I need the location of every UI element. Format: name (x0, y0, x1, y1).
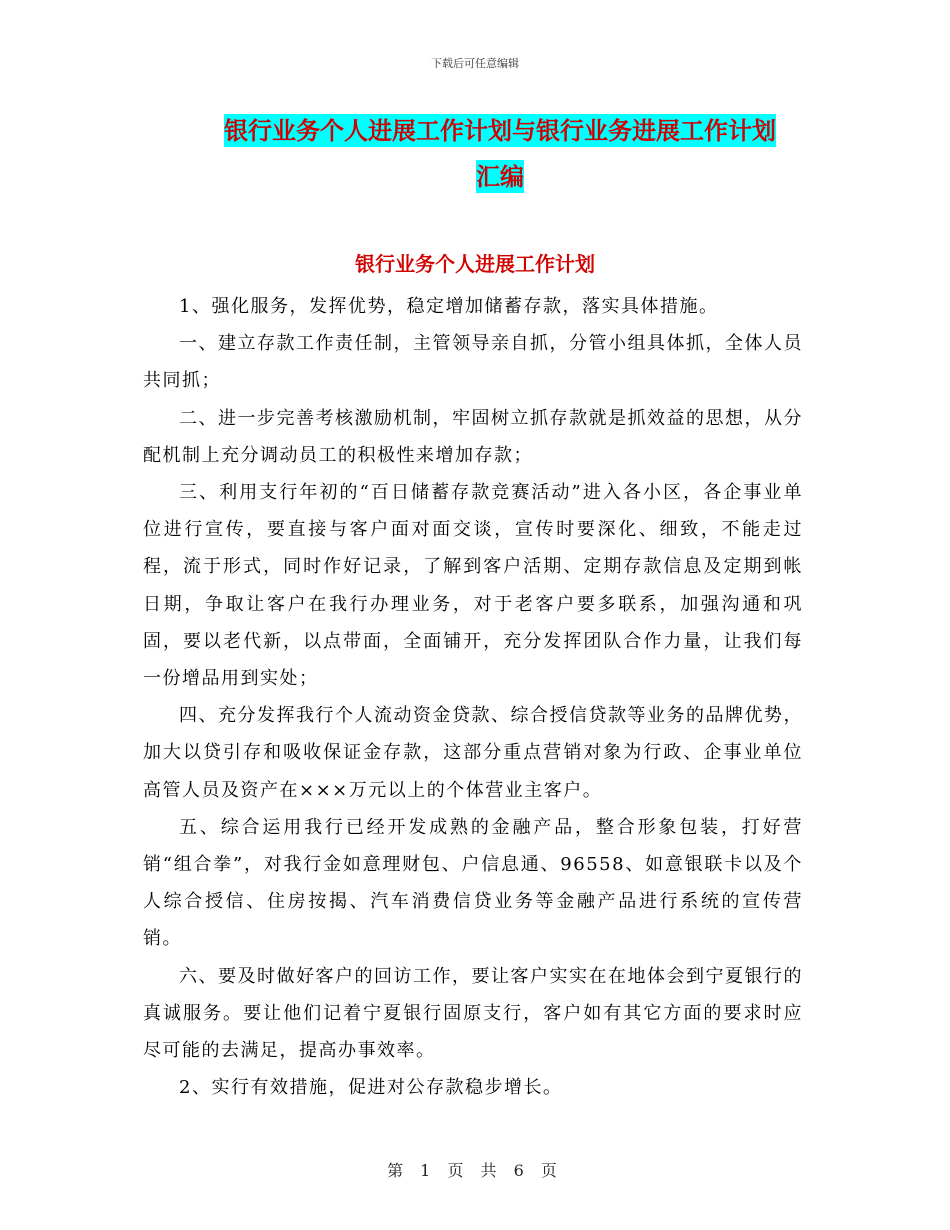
paragraph: 二、进一步完善考核激励机制，牢固树立抓存款就是抓效益的思想，从分配机制上充分调动员工的积极性来增加存款； (143, 407, 803, 466)
paragraph: 一、建立存款工作责任制，主管领导亲自抓，分管小组具体抓，全体人员共同抓； (143, 333, 803, 392)
body-text (143, 288, 803, 1106)
page-footer: 第 1 页 共 6 页 (387, 1161, 563, 1180)
document-title-line-2: 汇编 (476, 162, 524, 191)
document-title-line-1: 银行业务个人进展工作计划与银行业务进展工作计划 (224, 116, 776, 145)
header-note: 下载后可任意编辑 (431, 57, 519, 70)
paragraph: 四、充分发挥我行个人流动资金贷款、综合授信贷款等业务的品牌优势，加大以贷引存和吸收保证金存款，这部分重点营销对象为行政、企事业单位高管人员及资产在×××万元以上的个体营业主客户。 (143, 705, 803, 801)
section-title: 银行业务个人进展工作计划 (355, 252, 595, 276)
paragraph: 三、利用支行年初的“百日储蓄存款竞赛活动”进入各小区，各企事业单位进行宣传，要直接与客户面对面交谈，宣传时要深化、细致，不能走过程，流于形式，同时作好记录，了解到客户活期、定期存款信息及定期到帐日期，争取让客户在我行办理业务，对于老客户要多联系，加强沟通和巩固，要以老代新，以点带面，全面铺开，充分发挥团队合作力量，让我们每一份增品用到实处； (143, 482, 803, 690)
paragraph: 六、要及时做好客户的回访工作，要让客户实实在在地体会到宁夏银行的真诚服务。要让他们记着宁夏银行固原支行，客户如有其它方面的要求时应尽可能的去满足，提高办事效率。 (143, 965, 803, 1062)
paragraph: 2、实行有效措施，促进对公存款稳步增长。 (179, 1077, 563, 1099)
document-title (140, 108, 860, 200)
paragraph: 1、强化服务，发挥优势，稳定增加储蓄存款，落实具体措施。 (179, 296, 719, 317)
paragraph: 五、综合运用我行已经开发成熟的金融产品，整合形象包装，打好营销“组合拳”，对我行金如意理财包、户信息通、96558、如意银联卡以及个人综合授信、住房按揭、汽车消费信贷业务等金融产品进行系统的宣传营销。 (143, 816, 803, 950)
